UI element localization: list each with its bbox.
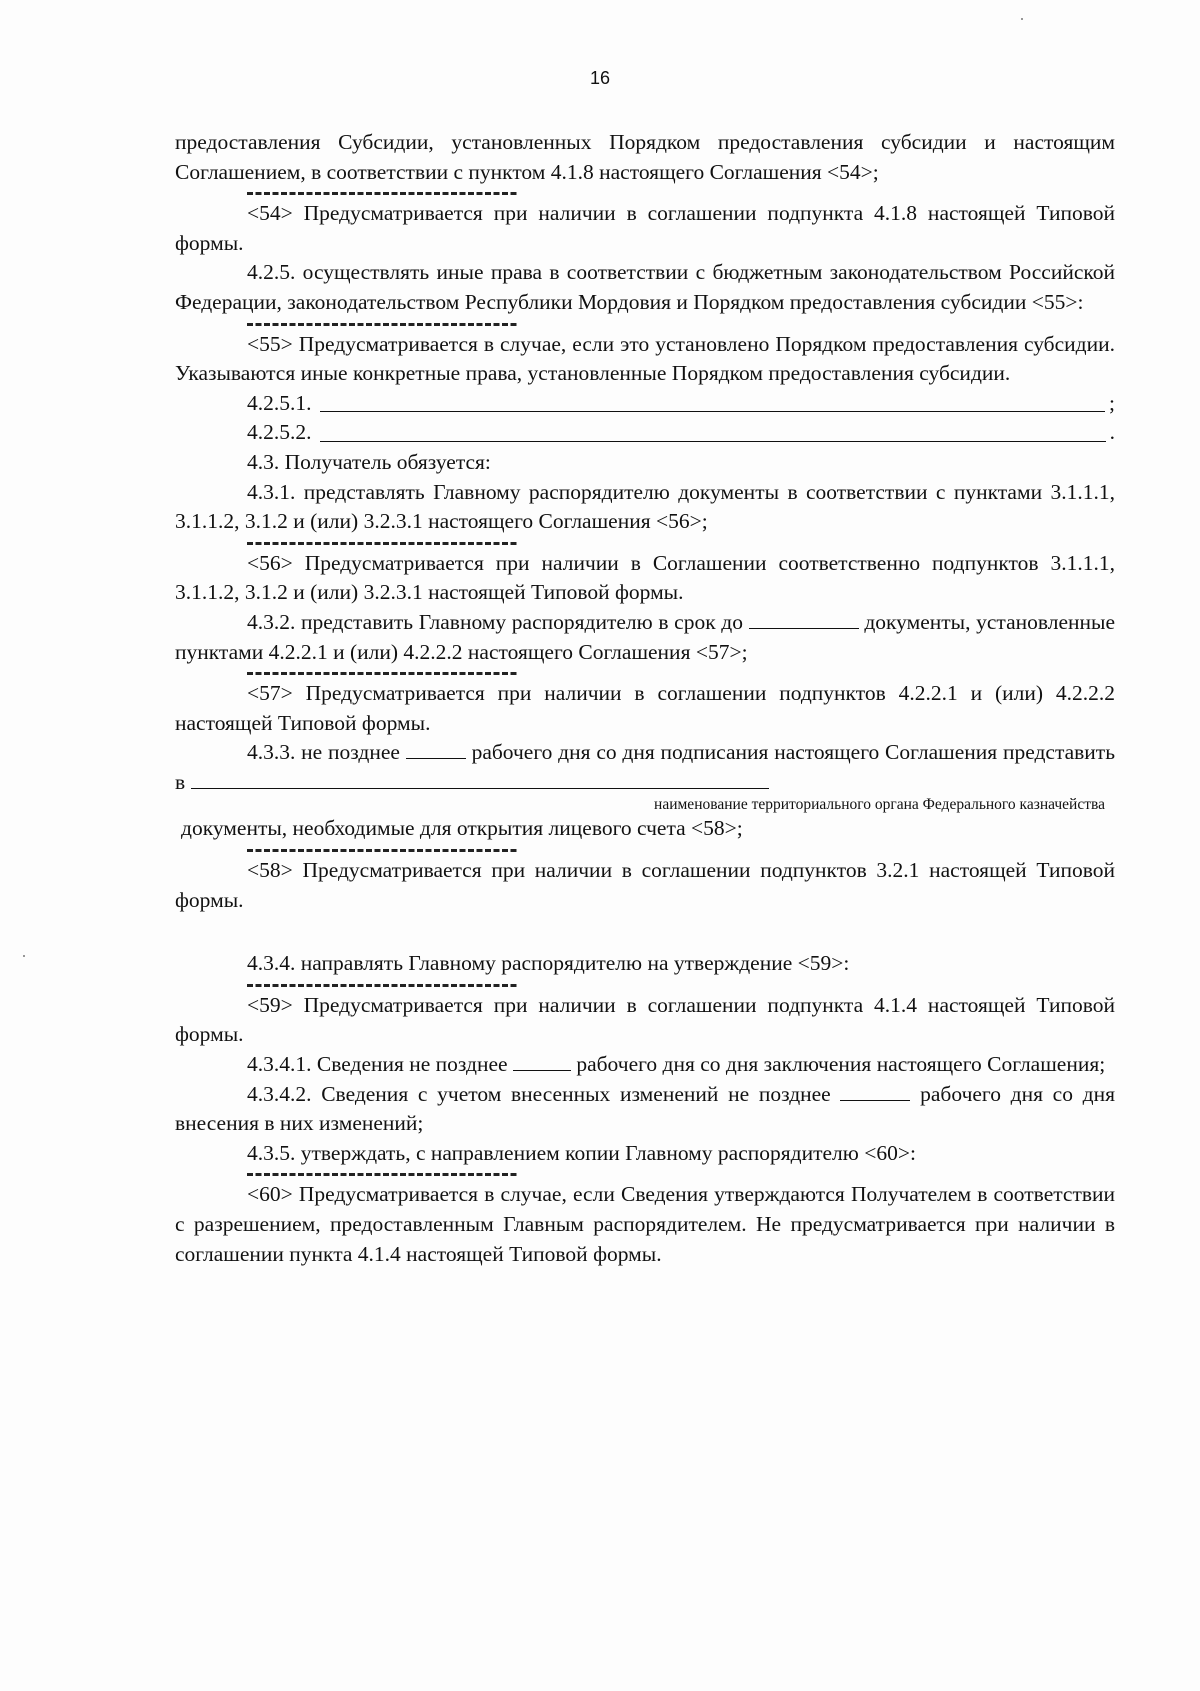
footnote-separator xyxy=(247,542,519,545)
footnote-separator xyxy=(247,849,519,852)
fill-in-blank[interactable] xyxy=(513,1052,571,1071)
footnote-56: <56> Предусматривается при наличии в Соглашении соответственно подпунктов 3.1.1.1, 3.1.1.2, 3.1.2 и (или) 3.2.3.1 настоящей Типовой формы. xyxy=(175,550,1115,605)
fill-in-line[interactable] xyxy=(320,440,1106,442)
page-number: 16 xyxy=(589,68,611,88)
clause-text: 4.3.4.1. Сведения не позднее xyxy=(247,1052,508,1077)
clause-text: 4.3.2. представить Главному распорядителю в срок до xyxy=(247,609,743,634)
footnote-separator xyxy=(247,192,519,195)
footnote-57: <57> Предусматривается при наличии в соглашении подпунктов 4.2.2.1 и (или) 4.2.2.2 настоящей Типовой формы. xyxy=(175,681,1115,735)
clause-4-3-3-continuation: документы, необходимые для открытия лицевого счета <58>; xyxy=(181,816,743,841)
clause-4-2-5-1 xyxy=(175,389,1115,419)
fill-in-blank[interactable] xyxy=(840,1082,910,1101)
clause-4-3-4-1 xyxy=(175,1050,1115,1080)
footnote-separator xyxy=(247,323,519,326)
fill-in-blank[interactable] xyxy=(191,770,769,789)
clause-text: 4.3.3. не позднее xyxy=(247,740,400,765)
clause-text: рабочего дня со дня заключения настоящего Соглашения; xyxy=(576,1052,1106,1077)
footnote-separator xyxy=(247,1173,519,1176)
footnote-59: <59> Предусматривается при наличии в соглашении подпункта 4.1.4 настоящей Типовой формы. xyxy=(175,992,1115,1047)
clause-4-3-1: 4.3.1. представлять Главному распорядителю документы в соответствии с пунктами 3.1.1.1, 3.1.1.2, 3.1.2 и (или) 3.2.3.1 настоящего Соглашения <56>; xyxy=(175,479,1115,534)
clause-text: рабочего дня со дня подписания настоящего Соглашения представить в xyxy=(175,740,1116,794)
clause-text: 4.3.4.2. Сведения с учетом внесенных изменений не позднее xyxy=(247,1081,831,1106)
clause-label: 4.2.5.2. xyxy=(247,420,312,445)
clause-label: 4.2.5.1. xyxy=(247,390,312,415)
clause-4-3-5: 4.3.5. утверждать, с направлением копии Главному распорядителю <60>: xyxy=(247,1140,916,1165)
clause-4-2-5: 4.2.5. осуществлять иные права в соответствии с бюджетным законодательством Российской Федерации, законодательством Республики Мордовия и Порядком предоставления субсидии <55>: xyxy=(175,260,1115,314)
fill-in-blank[interactable] xyxy=(749,610,859,629)
footnote-58: <58> Предусматривается при наличии в соглашении подпунктов 3.2.1 настоящей Типовой формы. xyxy=(175,858,1115,912)
clause-4-3-3 xyxy=(175,738,1115,797)
clause-end: . xyxy=(1109,420,1115,445)
clause-4-3-2 xyxy=(175,608,1115,667)
clause-4-3-4-2 xyxy=(175,1080,1115,1139)
fill-in-blank[interactable] xyxy=(406,740,466,759)
scan-speck xyxy=(23,955,25,957)
footnote-separator xyxy=(247,984,519,987)
clause-end: ; xyxy=(1109,390,1115,415)
footnote-separator xyxy=(247,672,519,675)
clause-4-2-5-2 xyxy=(175,418,1115,448)
clause-4-3: 4.3. Получатель обязуется: xyxy=(247,449,491,474)
footnote-54: <54> Предусматривается при наличии в соглашении подпункта 4.1.8 настоящей Типовой формы. xyxy=(175,201,1115,255)
footnote-55: <55> Предусматривается в случае, если это установлено Порядком предоставления субсидии. Указываются иные конкретные права, установленные Порядком предоставления субсидии. xyxy=(175,331,1115,386)
paragraph-continuation: предоставления Субсидии, установленных Порядком предоставления субсидии и настоящим Соглашением, в соответствии с пунктом 4.1.8 настоящего Соглашения <54>; xyxy=(175,130,1115,184)
scan-speck xyxy=(1021,18,1023,20)
footnote-60: <60> Предусматривается в случае, если Сведения утверждаются Получателем в соответствии с разрешением, предоставленным Главным распорядителем. Не предусматривается при наличии в соглашении пункта 4.1.4 настоящей Типовой формы. xyxy=(175,1182,1115,1266)
clause-text: документы, установленные пунктами 4.2.2.1 и (или) 4.2.2.2 настоящего Соглашения <57>; xyxy=(175,609,1116,664)
fill-in-line[interactable] xyxy=(320,410,1106,412)
field-caption: наименование территориального органа Федерального казначейства xyxy=(654,796,1105,814)
document-body xyxy=(175,128,1115,1269)
clause-4-3-4: 4.3.4. направлять Главному распорядителю на утверждение <59>: xyxy=(247,951,850,976)
clause-text: рабочего дня со дня внесения в них изменений; xyxy=(175,1081,1116,1136)
